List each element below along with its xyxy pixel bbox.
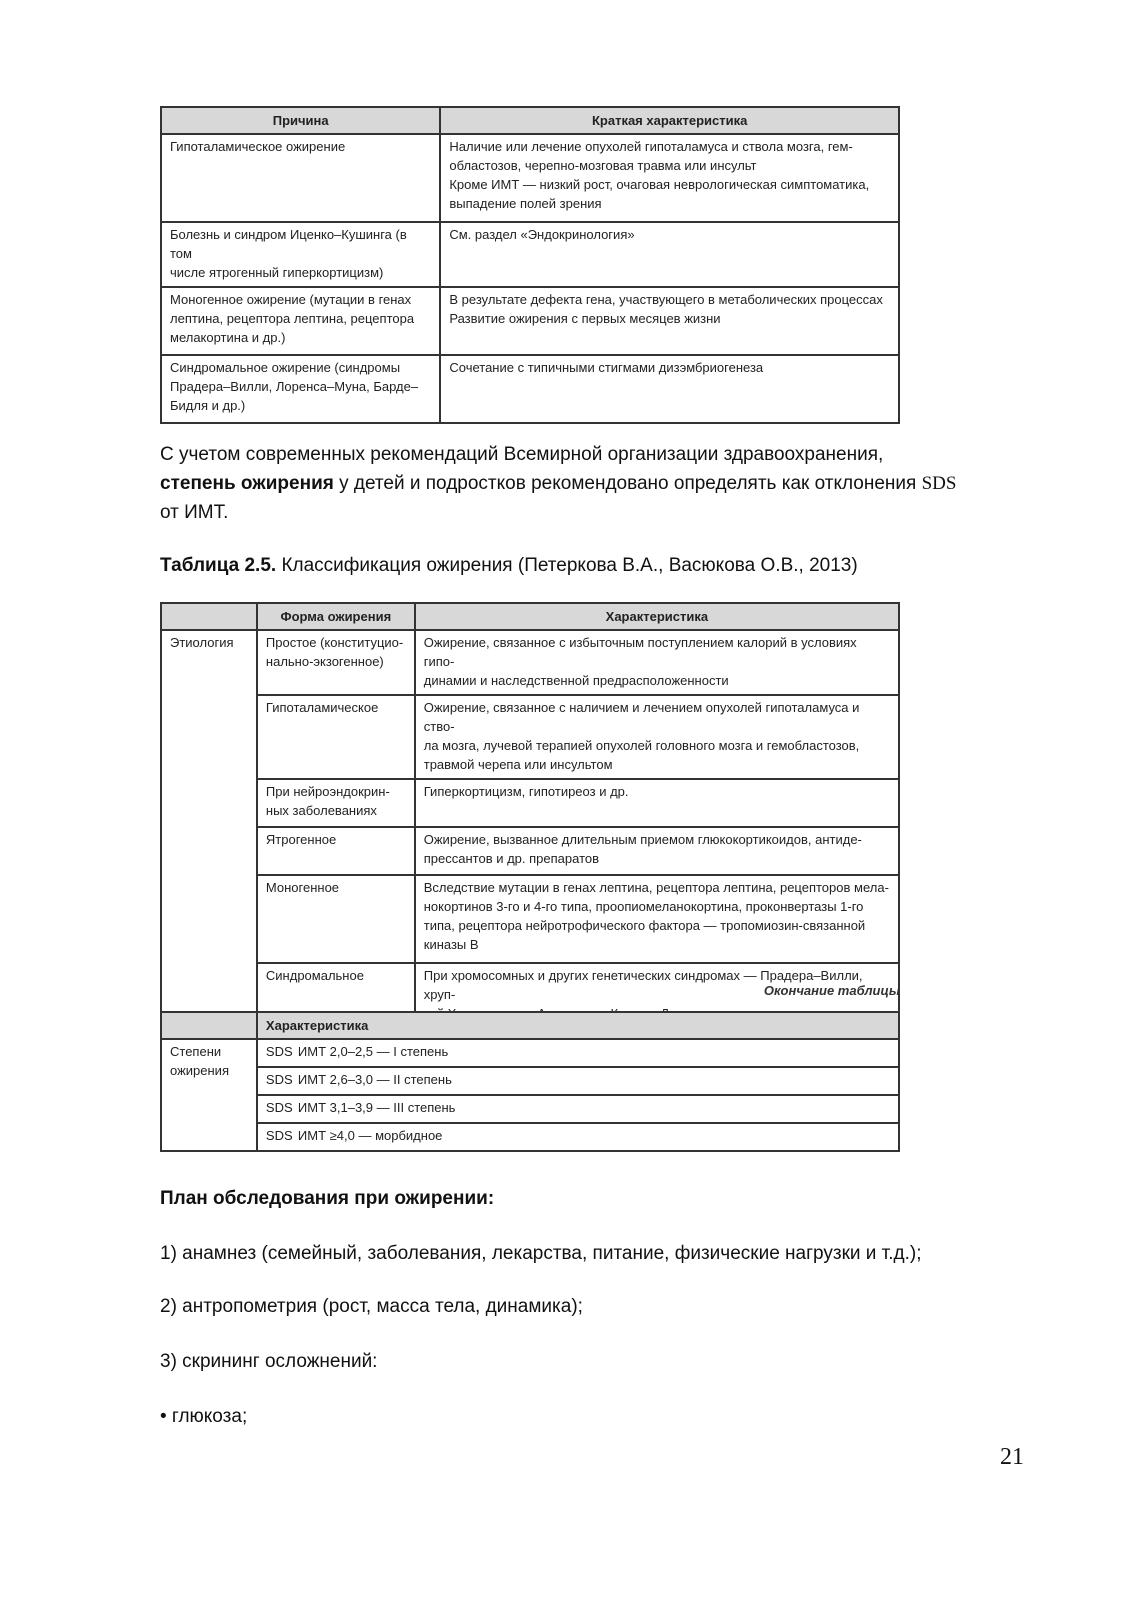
degree-text: ИМТ 2,0–2,5 — I степень — [297, 1044, 449, 1059]
table-end-note: Окончание таблицы — [763, 983, 900, 998]
sds-label: SDS — [265, 1100, 293, 1115]
degree-text: ИМТ 3,1–3,9 — III степень — [297, 1100, 456, 1115]
column-header-characteristic: Краткая характеристика — [440, 107, 899, 134]
text-line: Сочетание с типичными стигмами дизэмбриогенеза — [449, 360, 764, 375]
table-cell-description — [415, 630, 899, 695]
table-cell-description — [440, 222, 899, 287]
table-row — [161, 827, 899, 875]
text-line: лептина, рецептора лептина, рецептора — [170, 311, 415, 326]
table-cell-description — [415, 695, 899, 779]
table-cell-description — [440, 134, 899, 222]
text-line: нально-экзогенное) — [265, 654, 384, 669]
text-line: типа, рецептора нейротрофического фактора — тропомиозин-связанной — [423, 918, 866, 933]
table-row — [161, 779, 899, 827]
text-line: В результате дефекта гена, участвующего в метаболических процессах — [449, 292, 883, 307]
text-line: нокортинов 3-го и 4-го типа, проопиомеланокортина, проконвертазы 1-го — [423, 899, 864, 914]
cause-table — [160, 106, 900, 424]
text-line: числе ятрогенный гиперкортицизм) — [170, 265, 384, 280]
paragraph-text: у детей и подростков рекомендовано определять как отклонения — [333, 473, 922, 494]
table-cell-cause — [161, 222, 440, 287]
text-line: киназы В — [423, 937, 479, 952]
table-row — [161, 287, 899, 355]
column-header-characteristic: Характеристика — [257, 1012, 899, 1039]
table-cell-group: Этиология — [161, 630, 257, 1028]
table-row — [161, 355, 899, 423]
paragraph-line — [160, 469, 1040, 498]
text-line: Ожирение, связанное с избыточным поступлением калорий в условиях гипо- — [423, 635, 857, 669]
table-cell-form: Моногенное — [257, 875, 415, 963]
text-line: Кроме ИМТ — низкий рост, очаговая неврологическая симптоматика, — [449, 177, 870, 192]
table-cell-degree — [257, 1095, 899, 1123]
table-row — [161, 134, 899, 222]
table-cell-cause: Гипоталамическое ожирение — [161, 134, 440, 222]
degree-text: ИМТ ≥4,0 — морбидное — [297, 1128, 443, 1143]
text-line: ожирения — [170, 1063, 229, 1078]
table-cell-group — [161, 1039, 257, 1151]
table-cell-description: Гиперкортицизм, гипотиреоз и др. — [415, 779, 899, 827]
plan-item: 2) антропометрия (рост, масса тела, динамика); — [160, 1296, 583, 1317]
table-caption-label: Таблица 2.5. — [160, 555, 277, 576]
table-row — [161, 695, 899, 779]
text-line: областозов, черепно-мозговая травма или инсульт — [449, 158, 757, 173]
table-header-row — [161, 107, 899, 134]
degree-table — [160, 1011, 900, 1152]
plan-heading: План обследования при ожирении: — [160, 1188, 495, 1209]
table-cell-form — [257, 779, 415, 827]
table-cell-cause — [161, 355, 440, 423]
page-number: 21 — [1000, 1444, 1024, 1470]
text-line: Степени — [170, 1044, 222, 1059]
text-line: динамии и наследственной предрасположенности — [423, 673, 729, 688]
column-header-form: Форма ожирения — [257, 603, 415, 630]
paragraph-line: от ИМТ. — [160, 502, 229, 523]
sds-term: SDS — [921, 473, 957, 494]
text-line: выпадение полей зрения — [449, 196, 602, 211]
paragraph — [160, 440, 1040, 527]
text-line: ных заболеваниях — [265, 803, 377, 818]
text-line: Болезнь и синдром Иценко–Кушинга (в том — [170, 227, 407, 261]
paragraph-line: С учетом современных рекомендаций Всемирной организации здравоохранения, — [160, 444, 884, 465]
table-cell-description — [440, 287, 899, 355]
column-header-characteristic: Характеристика — [415, 603, 899, 630]
text-line: мелакортина и др.) — [170, 330, 286, 345]
text-line: травмой черепа или инсультом — [423, 757, 613, 772]
table-cell-degree — [257, 1067, 899, 1095]
text-line: При нейроэндокрин- — [265, 784, 390, 799]
plan-item: • глюкоза; — [160, 1406, 248, 1427]
plan-item: 3) скрининг осложнений: — [160, 1351, 378, 1372]
table-cell-degree — [257, 1039, 899, 1067]
text-line: ла мозга, лучевой терапией опухолей головного мозга и гемобластозов, — [423, 738, 860, 753]
sds-label: SDS — [265, 1072, 293, 1087]
table-cell-cause — [161, 287, 440, 355]
table-header-row — [161, 603, 899, 630]
table-cell-description — [415, 827, 899, 875]
text-line: Простое (конституцио- — [265, 635, 404, 650]
table-row — [161, 1039, 899, 1067]
column-header-empty — [161, 603, 257, 630]
text-line: Ожирение, вызванное длительным приемом глюкокортикоидов, антиде- — [423, 832, 862, 847]
table-row — [161, 222, 899, 287]
table-row — [161, 630, 899, 695]
degree-text: ИМТ 2,6–3,0 — II степень — [297, 1072, 452, 1087]
text-line: При хромосомных и других генетических синдромах — Прадера–Вилли, хруп- — [423, 968, 863, 1002]
text-line: Развитие ожирения с первых месяцев жизни — [449, 311, 721, 326]
table-cell-form: Гипоталамическое — [257, 695, 415, 779]
text-line: прессантов и др. препаратов — [423, 851, 600, 866]
text-line: Прадера–Вилли, Лоренса–Муна, Барде– — [170, 379, 419, 394]
text-line: Бидля и др.) — [170, 398, 246, 413]
table-header-row — [161, 1012, 899, 1039]
table-row — [161, 1095, 899, 1123]
table-row — [161, 1067, 899, 1095]
text-line: Ожирение, связанное с наличием и лечением опухолей гипоталамуса и ство- — [423, 700, 860, 734]
text-line: Моногенное ожирение (мутации в генах — [170, 292, 412, 307]
text-line: Вследствие мутации в генах лептина, рецептора лептина, рецепторов мела- — [423, 880, 889, 895]
sds-label: SDS — [265, 1044, 293, 1059]
column-header-empty — [161, 1012, 257, 1039]
column-header-cause: Причина — [161, 107, 440, 134]
table-row — [161, 1123, 899, 1151]
table-cell-form — [257, 630, 415, 695]
table-cell-form: Ятрогенное — [257, 827, 415, 875]
text-line: Синдромальное ожирение (синдромы — [170, 360, 401, 375]
classification-table — [160, 602, 900, 1029]
table-cell-description — [415, 875, 899, 963]
table-row — [161, 875, 899, 963]
table-cell-description — [440, 355, 899, 423]
text-line: См. раздел «Эндокринология» — [449, 227, 635, 242]
table-caption-text: Классификация ожирения (Петеркова В.А., Васюкова О.В., 2013) — [276, 555, 858, 576]
text-line: Наличие или лечение опухолей гипоталамуса и ствола мозга, гем- — [449, 139, 853, 154]
bold-term: степень ожирения — [160, 473, 334, 494]
table-caption — [160, 551, 1040, 580]
plan-item: 1) анамнез (семейный, заболевания, лекарства, питание, физические нагрузки и т.д.); — [160, 1243, 922, 1264]
table-cell-degree — [257, 1123, 899, 1151]
sds-label: SDS — [265, 1128, 293, 1143]
table-cell-form: Синдромальное — [257, 963, 415, 1028]
